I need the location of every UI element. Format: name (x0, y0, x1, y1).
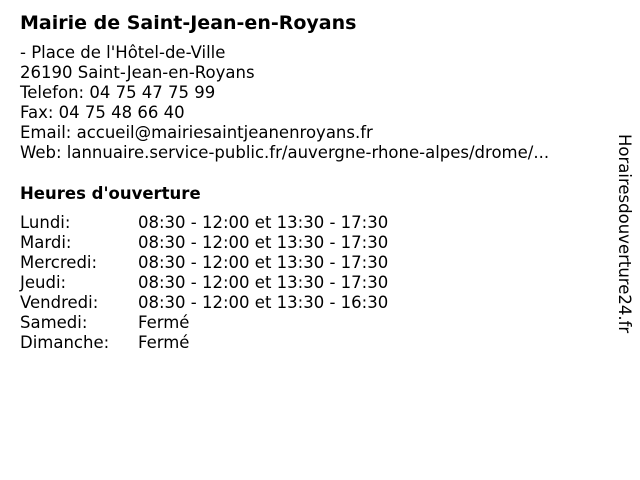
opening-hours-list (20, 213, 440, 353)
hours-row-samedi (20, 313, 440, 333)
email-line: Email: accueil@mairiesaintjeanenroyans.fr (20, 123, 373, 142)
hours-row-mercredi (20, 253, 440, 273)
hours-row-vendredi (20, 293, 440, 313)
time-value: 08:30 - 12:00 et 13:30 - 17:30 (138, 233, 389, 252)
day-label: Vendredi: (20, 293, 99, 312)
time-value: 08:30 - 12:00 et 13:30 - 17:30 (138, 213, 389, 232)
page-title: Mairie de Saint-Jean-en-Royans (20, 12, 357, 34)
time-value: 08:30 - 12:00 et 13:30 - 17:30 (138, 253, 389, 272)
time-value: Fermé (138, 313, 190, 332)
site-watermark: Horairesdouverture24.fr (615, 134, 634, 334)
fax-line: Fax: 04 75 48 66 40 (20, 103, 185, 122)
time-value: 08:30 - 12:00 et 13:30 - 17:30 (138, 273, 389, 292)
address-street: - Place de l'Hôtel-de-Ville (20, 43, 226, 62)
telefon-line: Telefon: 04 75 47 75 99 (20, 83, 216, 102)
address-city: 26190 Saint-Jean-en-Royans (20, 63, 255, 82)
day-label: Dimanche: (20, 333, 110, 352)
hours-row-mardi (20, 233, 440, 253)
time-value: Fermé (138, 333, 190, 352)
day-label: Mercredi: (20, 253, 98, 272)
hours-row-jeudi (20, 273, 440, 293)
day-label: Jeudi: (20, 273, 67, 292)
web-line: Web: lannuaire.service-public.fr/auvergne-rhone-alpes/drome/... (20, 143, 550, 162)
hours-row-dimanche (20, 333, 440, 353)
day-label: Mardi: (20, 233, 72, 252)
time-value: 08:30 - 12:00 et 13:30 - 16:30 (138, 293, 389, 312)
hours-row-lundi (20, 213, 440, 233)
day-label: Samedi: (20, 313, 88, 332)
day-label: Lundi: (20, 213, 71, 232)
address-block (20, 43, 549, 163)
hours-heading: Heures d'ouverture (20, 184, 201, 203)
